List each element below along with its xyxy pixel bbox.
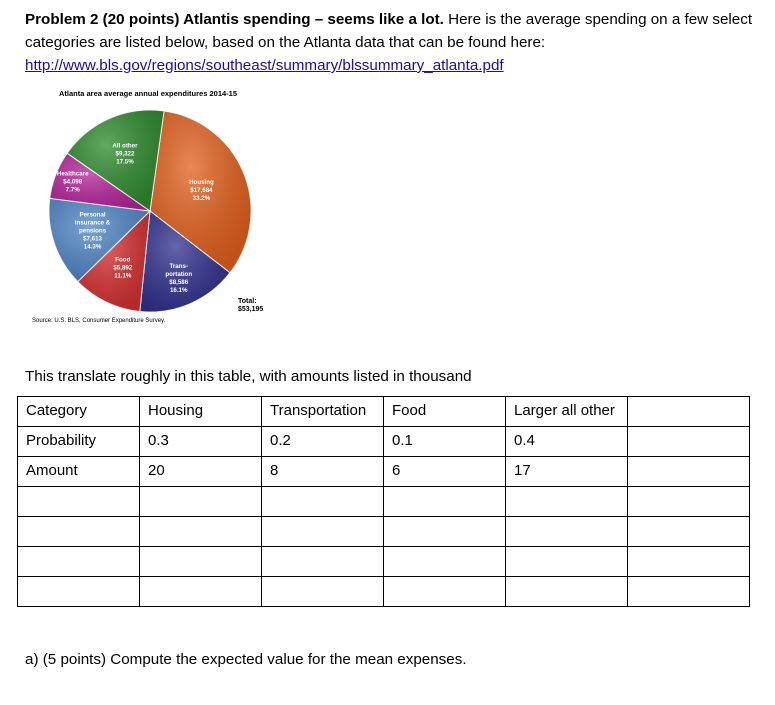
table-cell xyxy=(628,547,750,577)
problem-text: Here is the average spending on a few select categories are listed below, based on the Atlanta data that can be found here: xyxy=(25,11,753,51)
table-cell: Food xyxy=(384,397,506,427)
pie-label-healthcare: Healthcare $4,098 7.7% xyxy=(56,170,89,194)
table-cell xyxy=(18,487,140,517)
pie-label-housing: Housing $17,684 33.2% xyxy=(189,179,214,203)
table-cell xyxy=(628,427,750,457)
table-cell: 0.3 xyxy=(140,427,262,457)
table-row xyxy=(18,427,750,457)
table-cell: 0.2 xyxy=(262,427,384,457)
table-cell: Larger all other xyxy=(506,397,628,427)
chart-source: Source: U.S. BLS, Consumer Expenditure Survey. xyxy=(32,318,166,324)
table-row xyxy=(18,487,750,517)
chart-total xyxy=(238,298,263,314)
table-cell: 6 xyxy=(384,457,506,487)
table-cell xyxy=(262,517,384,547)
table-row xyxy=(18,577,750,607)
table-cell xyxy=(384,547,506,577)
question-a: a) (5 points) Compute the expected value for the mean expenses. xyxy=(25,651,467,668)
table-cell xyxy=(628,487,750,517)
pie-label-all-other: All other $9,322 17.5% xyxy=(112,142,138,166)
table-cell xyxy=(506,517,628,547)
table-cell xyxy=(140,547,262,577)
table-cell: 8 xyxy=(262,457,384,487)
table-caption: This translate roughly in this table, with amounts listed in thousand xyxy=(25,368,472,385)
table-cell: 17 xyxy=(506,457,628,487)
table-cell xyxy=(506,547,628,577)
table-cell xyxy=(628,577,750,607)
table-cell xyxy=(18,517,140,547)
table-row xyxy=(18,547,750,577)
data-table xyxy=(17,396,750,607)
total-value: $53,195 xyxy=(238,306,264,313)
table-cell xyxy=(628,457,750,487)
table-row xyxy=(18,457,750,487)
problem-intro xyxy=(25,8,760,77)
table-cell xyxy=(384,577,506,607)
table-cell xyxy=(262,577,384,607)
table-cell: 0.4 xyxy=(506,427,628,457)
table-cell xyxy=(140,487,262,517)
pie-chart xyxy=(38,102,268,318)
chart-title: Atlanta area average annual expenditures 2014-15 xyxy=(59,89,238,98)
table-cell: Amount xyxy=(18,457,140,487)
table-cell: 20 xyxy=(140,457,262,487)
table-cell xyxy=(140,577,262,607)
table-cell xyxy=(506,577,628,607)
table-cell: Category xyxy=(18,397,140,427)
total-label: Total: xyxy=(238,298,257,305)
pie-label-food: Food $5,892 11.1% xyxy=(113,256,133,280)
table-cell: Probability xyxy=(18,427,140,457)
table-cell xyxy=(384,487,506,517)
table-cell xyxy=(506,487,628,517)
table-row xyxy=(18,517,750,547)
table-cell: 0.1 xyxy=(384,427,506,457)
problem-heading: Problem 2 (20 points) Atlantis spending – seems like a lot. xyxy=(25,11,444,28)
table-row xyxy=(18,397,750,427)
table-cell xyxy=(628,397,750,427)
pie-label-personal-insurance-pensions: Personal insurance & pensions $7,613 14.3% xyxy=(74,211,111,251)
table-cell xyxy=(384,517,506,547)
table-cell xyxy=(262,487,384,517)
source-link[interactable]: http://www.bls.gov/regions/southeast/summary/blssummary_atlanta.pdf xyxy=(25,57,504,74)
table-cell xyxy=(628,517,750,547)
table-cell xyxy=(140,517,262,547)
table-cell xyxy=(18,547,140,577)
table-cell xyxy=(18,577,140,607)
table-cell xyxy=(262,547,384,577)
pie-label-transportation: Trans-portation $8,586 16.1% xyxy=(165,262,193,294)
table-cell: Transportation xyxy=(262,397,384,427)
table-cell: Housing xyxy=(140,397,262,427)
